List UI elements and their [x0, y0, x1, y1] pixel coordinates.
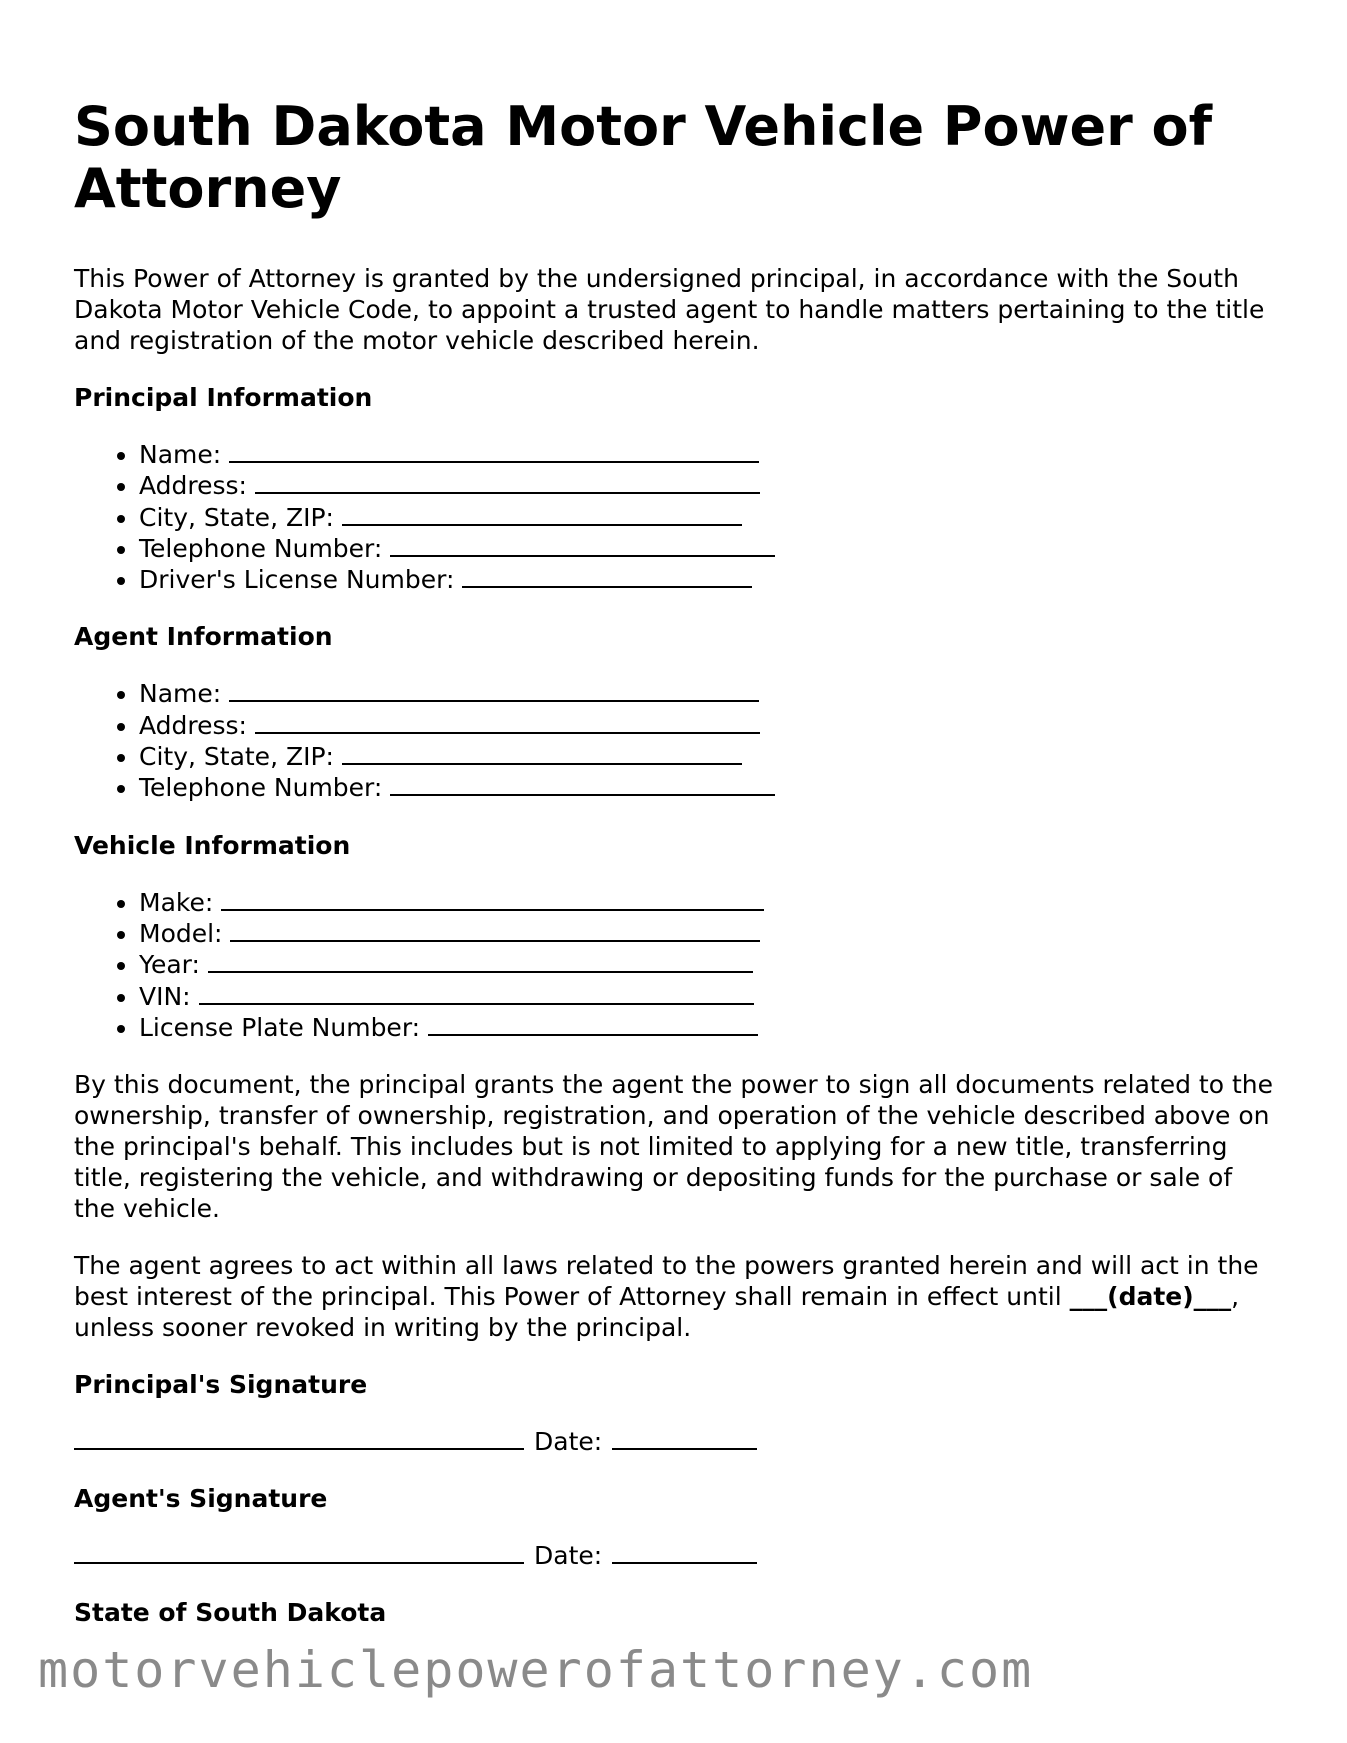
agent-name-field[interactable] [229, 678, 759, 702]
agent-address-field[interactable] [255, 710, 760, 734]
field-label: Telephone Number: [139, 533, 383, 563]
vehicle-info-list [74, 887, 1274, 1043]
term-date-placeholder[interactable]: ___(date)___ [1069, 1282, 1232, 1312]
term-paragraph [74, 1250, 1274, 1343]
agent-signature-field[interactable] [74, 1540, 524, 1564]
principal-signature-row [74, 1426, 1274, 1457]
document-page [74, 96, 1274, 1654]
powers-paragraph: By this document, the principal grants the agent the power to sign all documents related to the ownership, transfer of ownership, registration, and operation of the vehicle described above on the principal's behalf. This includes but is not limited to applying for a new title, transferring title, registering the vehicle, and withdrawing or depositing funds for the purchase or sale of the vehicle. [74, 1070, 1273, 1224]
principal-date-field[interactable] [612, 1426, 757, 1450]
vehicle-year-field[interactable] [208, 949, 753, 973]
list-item [139, 710, 1274, 741]
list-item [139, 981, 1274, 1012]
agent-date-field[interactable] [612, 1540, 757, 1564]
list-item [139, 741, 1274, 772]
list-item [139, 502, 1274, 533]
list-item [139, 533, 1274, 564]
agent-signature-row [74, 1540, 1274, 1571]
document-title: South Dakota Motor Vehicle Power of Attorney [74, 95, 1213, 220]
field-label: License Plate Number: [139, 1012, 421, 1042]
vehicle-model-field[interactable] [230, 918, 760, 942]
list-item [139, 678, 1274, 709]
agent-telephone-field[interactable] [390, 772, 775, 796]
principal-signature-field[interactable] [74, 1426, 524, 1450]
field-label: Year: [139, 950, 200, 980]
list-item [139, 564, 1274, 595]
list-item [139, 887, 1274, 918]
date-label: Date: [534, 1427, 603, 1457]
vehicle-info-heading: Vehicle Information [74, 830, 351, 860]
agent-signature-heading: Agent's Signature [74, 1484, 328, 1514]
state-heading: State of South Dakota [74, 1598, 387, 1628]
field-label: City, State, ZIP: [139, 502, 334, 532]
principal-signature-heading: Principal's Signature [74, 1370, 368, 1400]
principal-info-list [74, 439, 1274, 595]
field-label: Model: [139, 918, 223, 948]
list-item [139, 1012, 1274, 1043]
list-item [139, 918, 1274, 949]
vehicle-make-field[interactable] [221, 887, 764, 911]
field-label: Telephone Number: [139, 773, 383, 803]
term-text: The agent agrees to act within all laws related to the powers granted herein and will act in the best interest of the principal. This Power of Attorney shall remain in effect until [74, 1251, 1259, 1312]
list-item [139, 949, 1274, 980]
agent-info-heading: Agent Information [74, 622, 333, 652]
field-label: Make: [139, 887, 214, 917]
principal-address-field[interactable] [255, 470, 760, 494]
agent-city-state-zip-field[interactable] [342, 741, 742, 765]
field-label: Name: [139, 679, 222, 709]
agent-info-list [74, 678, 1274, 803]
principal-name-field[interactable] [229, 439, 759, 463]
list-item [139, 772, 1274, 803]
principal-license-field[interactable] [462, 564, 752, 588]
field-label: City, State, ZIP: [139, 742, 334, 772]
principal-telephone-field[interactable] [390, 533, 775, 557]
principal-info-heading: Principal Information [74, 383, 373, 412]
vehicle-plate-field[interactable] [428, 1012, 758, 1036]
site-watermark: motorvehiclepowerofattorney.com [38, 1641, 1034, 1699]
field-label: Address: [139, 710, 247, 740]
principal-city-state-zip-field[interactable] [342, 502, 742, 526]
term-text-after: , unless sooner revoked in writing by the principal. [74, 1282, 1240, 1343]
vehicle-vin-field[interactable] [199, 981, 754, 1005]
field-label: Driver's License Number: [139, 565, 455, 595]
field-label: VIN: [139, 981, 191, 1011]
field-label: Name: [139, 440, 222, 469]
list-item [139, 439, 1274, 470]
intro-paragraph: This Power of Attorney is granted by the undersigned principal, in accordance with the South Dakota Motor Vehicle Code, to appoint a trusted agent to handle matters pertaining to the title and registration of the motor vehicle described herein. [74, 264, 1265, 355]
date-label: Date: [534, 1541, 603, 1571]
list-item [139, 470, 1274, 501]
field-label: Address: [139, 471, 247, 501]
